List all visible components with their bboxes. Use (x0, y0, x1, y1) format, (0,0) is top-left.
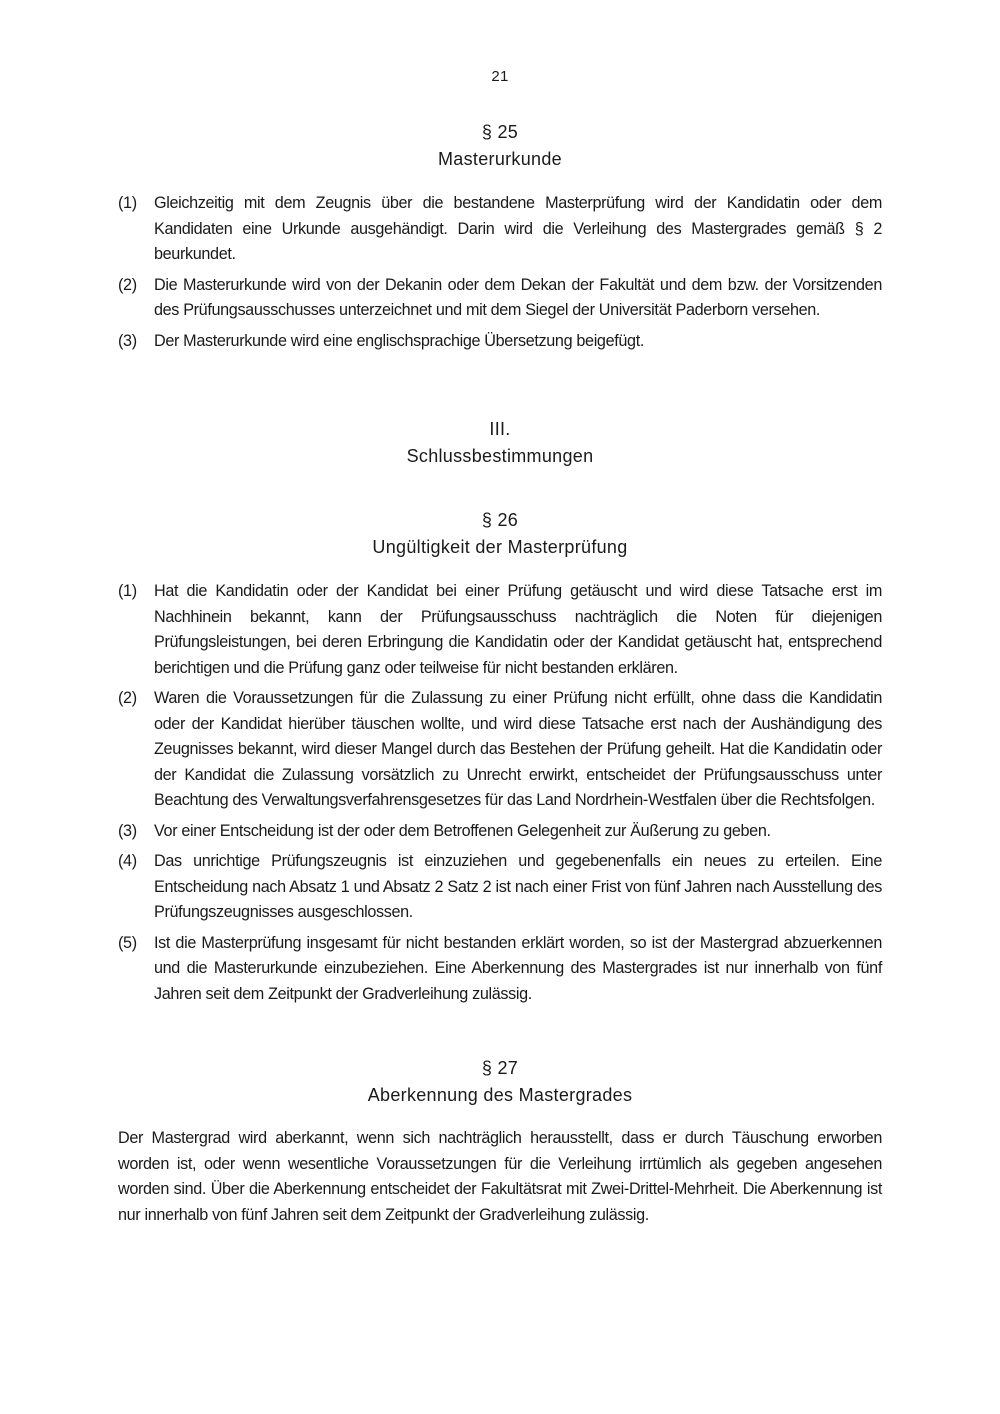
section-26-heading (0, 507, 1000, 561)
section-27-title: Aberkennung des Mastergrades (367, 1085, 633, 1105)
paragraph-number: (4) (118, 852, 137, 870)
paragraph-number: (2) (118, 275, 137, 294)
section-26-number: § 26 (481, 510, 519, 530)
paragraph-number: (3) (118, 331, 137, 350)
part-3-heading (0, 416, 1000, 470)
paragraph-text: Der Masterurkunde wird eine englischsprachige Übersetzung beigefügt. (154, 331, 644, 350)
section-26-paragraph-2 (118, 686, 882, 814)
paragraph-text: Vor einer Entscheidung ist der oder dem Betroffenen Gelegenheit zur Äußerung zu geben. (154, 821, 771, 840)
paragraph-text: Das unrichtige Prüfungszeugnis ist einzuziehen und gegebenenfalls ein neues zu erteilen. Eine Entscheidung nach Absatz 1 und Absatz 2 Satz 2 ist nach einer Frist von fünf Jahren nach Ausstellung des Prüfungszeugnisses ausgeschlossen. (154, 852, 882, 921)
paragraph-text: Waren die Voraussetzungen für die Zulassung zu einer Prüfung nicht erfüllt, ohne dass die Kandidatin oder der Kandidat hierüber täuschen wollte, und wird diese Tatsache erst nach der Aushändigung des Zeugnisses bekannt, wird dieser Mangel durch das Bestehen der Prüfung geheilt. Hat die Kandidatin oder der Kandidat die Zulassung vorsätzlich zu Unrecht erwirkt, entscheidet der Prüfungsausschuss unter Beachtung des Verwaltungsverfahrensgesetzes für das Land Nordrhein-Westfalen über die Rechtsfolgen. (154, 689, 882, 809)
section-26-paragraphs (118, 579, 882, 1012)
paragraph-text: Ist die Masterprüfung insgesamt für nicht bestanden erklärt worden, so ist der Mastergrad abzuerkennen und die Masterurkunde einzubeziehen. Eine Aberkennung des Mastergrades ist nur innerhalb von fünf Jahren seit dem Zeitpunkt der Gradverleihung zulässig. (154, 933, 882, 1003)
section-25-title: Masterurkunde (438, 149, 562, 169)
section-26-paragraph-5 (118, 931, 882, 1008)
paragraph-number: (1) (118, 194, 137, 212)
paragraph-number: (2) (118, 689, 137, 707)
paragraph-number: (1) (118, 582, 137, 600)
paragraph-number: (5) (118, 933, 137, 952)
paragraph-text: Die Masterurkunde wird von der Dekanin oder dem Dekan der Fakultät und dem bzw. der Vorsitzenden des Prüfungsausschusses unterzeichnet und mit dem Siegel der Universität Paderborn versehen. (154, 275, 882, 319)
section-27-text: Der Mastergrad wird aberkannt, wenn sich nachträglich herausstellt, dass er durch Täuschung erworben worden ist, oder wenn wesentliche Voraussetzungen für die Verleihung irrtümlich als gegeben angesehen worden sind. Über die Aberkennung entscheidet der Fakultätsrat mit Zwei-Drittel-Mehrheit. Die Aberkennung ist nur innerhalb von fünf Jahren seit dem Zeitpunkt der Gradverleihung zulässig. (118, 1129, 882, 1224)
section-26-title: Ungültigkeit der Masterprüfung (372, 537, 628, 557)
section-26-paragraph-1 (118, 579, 882, 681)
page-number: 21 (491, 68, 509, 85)
section-25-paragraph-3 (118, 329, 882, 355)
paragraph-text: Hat die Kandidatin oder der Kandidat bei einer Prüfung getäuscht und wird diese Tatsache erst im Nachhinein bekannt, kann der Prüfungsausschuss nachträglich die Noten für diejenigen Prüfungsleistungen, bei deren Erbringung die Kandidatin oder der Kandidat getäuscht hat, entsprechend berichtigen und die Prüfung ganz oder teilweise für nicht bestanden erklären. (154, 582, 882, 677)
section-26-paragraph-3 (118, 819, 882, 845)
paragraph-text: Gleichzeitig mit dem Zeugnis über die bestandene Masterprüfung wird der Kandidatin oder dem Kandidaten eine Urkunde ausgehändigt. Darin wird die Verleihung des Mastergrades gemäß § 2 beurkundet. (154, 194, 882, 263)
section-25-heading (0, 119, 1000, 173)
section-27-number: § 27 (481, 1058, 519, 1078)
section-25-paragraph-2 (118, 273, 882, 324)
section-25-paragraph-1 (118, 191, 882, 268)
section-26-paragraph-4 (118, 849, 882, 926)
part-3-number: III. (489, 419, 511, 439)
part-3-title: Schlussbestimmungen (406, 446, 594, 466)
paragraph-number: (3) (118, 821, 137, 840)
section-25-number: § 25 (481, 122, 519, 142)
section-27-heading (0, 1055, 1000, 1109)
section-25-paragraphs (118, 191, 882, 359)
